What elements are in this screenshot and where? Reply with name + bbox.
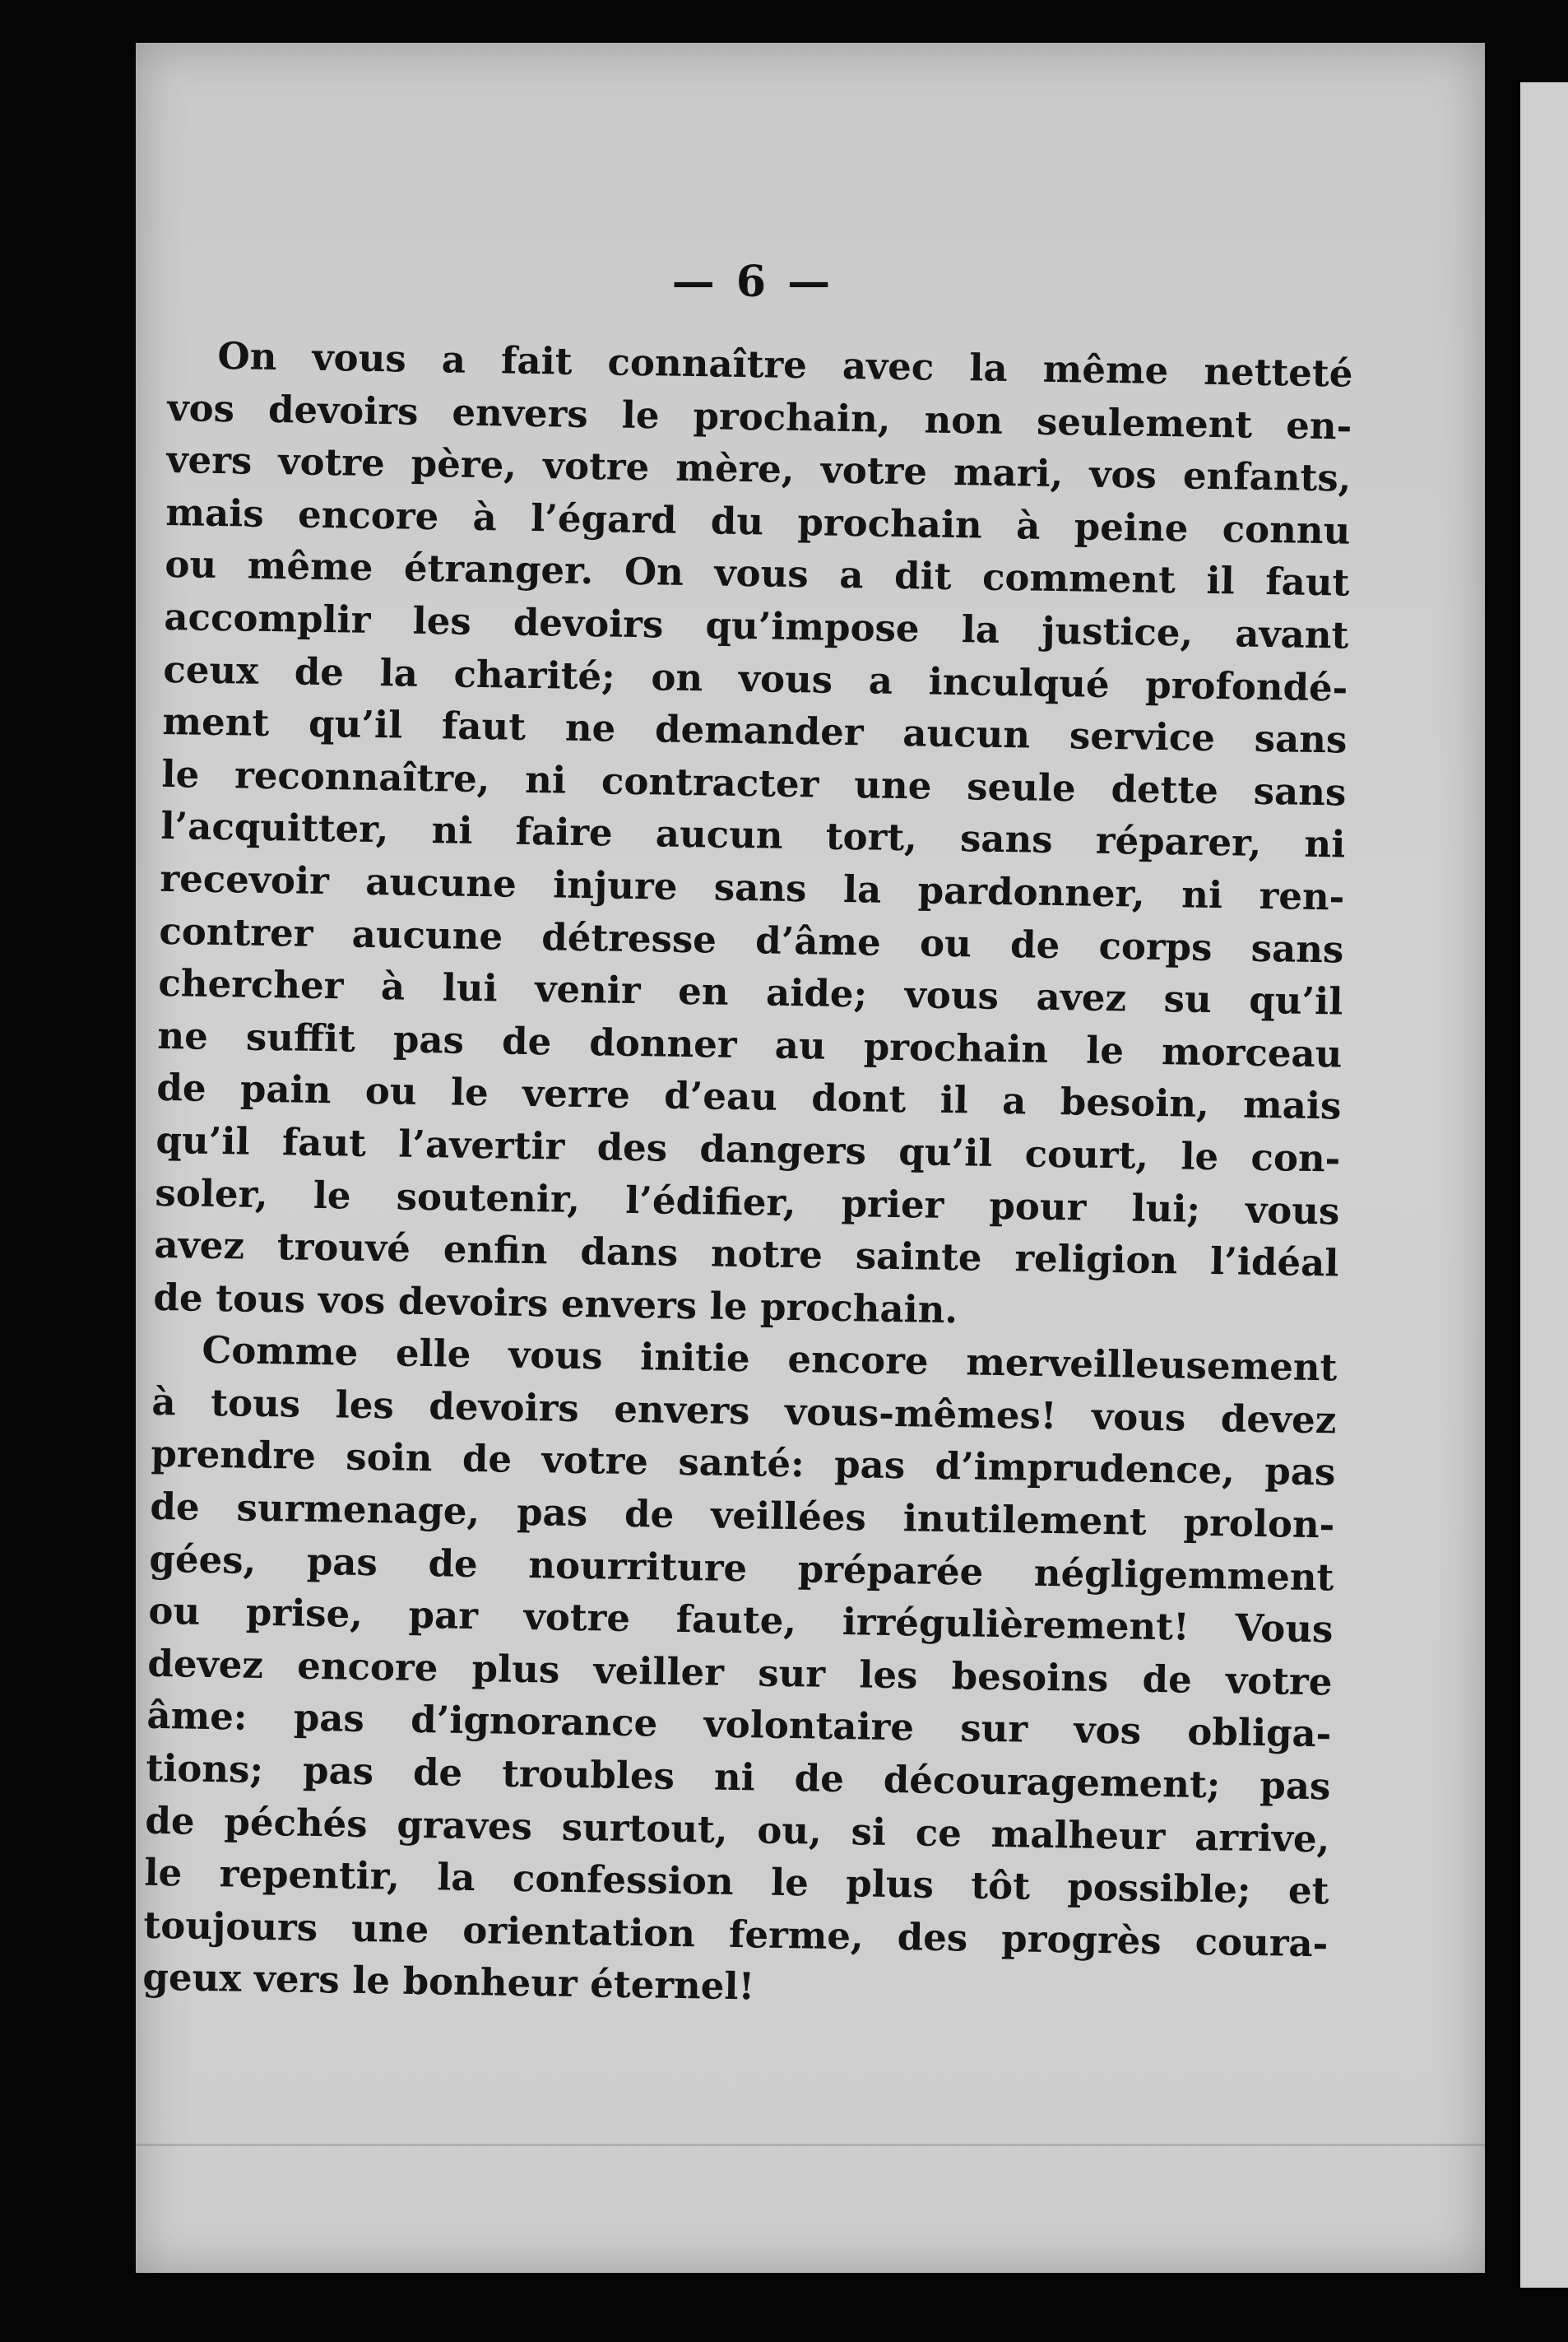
text-line: l’acquitter, ni faire aucun tort, sans réparer, ni bbox=[160, 804, 1346, 867]
page-number: — 6 — bbox=[671, 257, 834, 307]
adjacent-page-edge bbox=[1520, 82, 1568, 2288]
text-line: ceux de la charité; on vous a inculqué profondé- bbox=[163, 647, 1348, 710]
text-line: tions; pas de troubles ni de découragement; pas bbox=[146, 1745, 1331, 1809]
text-line: chercher à lui venir en aide; vous avez su qu’il bbox=[158, 961, 1343, 1024]
text-line: de tous vos devoirs envers le prochain. bbox=[153, 1275, 958, 1331]
text-line: gées, pas de nourriture préparée négligemment bbox=[149, 1536, 1334, 1600]
text-line: avez trouvé enfin dans notre sainte religion l’idéal bbox=[154, 1222, 1339, 1285]
text-line: soler, le soutenir, l’édifier, prier pour lui; vous bbox=[155, 1170, 1340, 1233]
text-line: prendre soin de votre santé: pas d’imprudence, pas bbox=[151, 1432, 1336, 1494]
text-line: geux vers le bonheur éternel! bbox=[142, 1955, 755, 2009]
text-line: de surmenage, pas de veillées inutilement prolon- bbox=[150, 1484, 1335, 1547]
text-line: On vous a fait connaître avec la même netteté bbox=[217, 333, 1353, 396]
text-line: à tous les devoirs envers vous-mêmes! vous devez bbox=[151, 1379, 1337, 1443]
text-line: toujours une orientation ferme, des progrès coura- bbox=[143, 1903, 1329, 1966]
text-line: devez encore plus veiller sur les besoins de votre bbox=[147, 1641, 1333, 1704]
text-line: ou prise, par votre faute, irrégulièrement! Vous bbox=[148, 1589, 1334, 1652]
text-line: mais encore à l’égard du prochain à peine connu bbox=[165, 490, 1351, 553]
text-line: de pain ou le verre d’eau dont il a besoin, mais bbox=[156, 1066, 1342, 1128]
text-line: accomplir les devoirs qu’impose la justice, avant bbox=[164, 594, 1349, 658]
text-line: contrer aucune détresse d’âme ou de corps sans bbox=[159, 908, 1344, 972]
text-line: ou même étranger. On vous a dit comment il faut bbox=[165, 542, 1350, 605]
text-line: de péchés graves surtout, ou, si ce malheur arrive, bbox=[145, 1798, 1330, 1861]
text-line: recevoir aucune injure sans la pardonner, ni ren- bbox=[160, 856, 1345, 919]
text-line: vos devoirs envers le prochain, non seulement en- bbox=[167, 385, 1352, 448]
text-line: le reconnaître, ni contracter une seule dette sans bbox=[161, 751, 1347, 815]
text-line: qu’il faut l’avertir des dangers qu’il court, le con- bbox=[155, 1118, 1341, 1181]
text-line: Comme elle vous initie encore merveilleusement bbox=[202, 1328, 1338, 1390]
text-line: vers votre père, votre mère, votre mari, vos enfants, bbox=[166, 438, 1352, 500]
text-line: âme: pas d’ignorance volontaire sur vos obliga- bbox=[146, 1694, 1332, 1756]
text-line: ne suffit pas de donner au prochain le morceau bbox=[157, 1013, 1343, 1076]
text-line: ment qu’il faut ne demander aucun service sans bbox=[162, 699, 1348, 762]
body-text bbox=[142, 329, 1353, 2022]
page-fold-line bbox=[136, 2144, 1485, 2146]
text-line: le repentir, la confession le plus tôt possible; et bbox=[144, 1850, 1329, 1913]
